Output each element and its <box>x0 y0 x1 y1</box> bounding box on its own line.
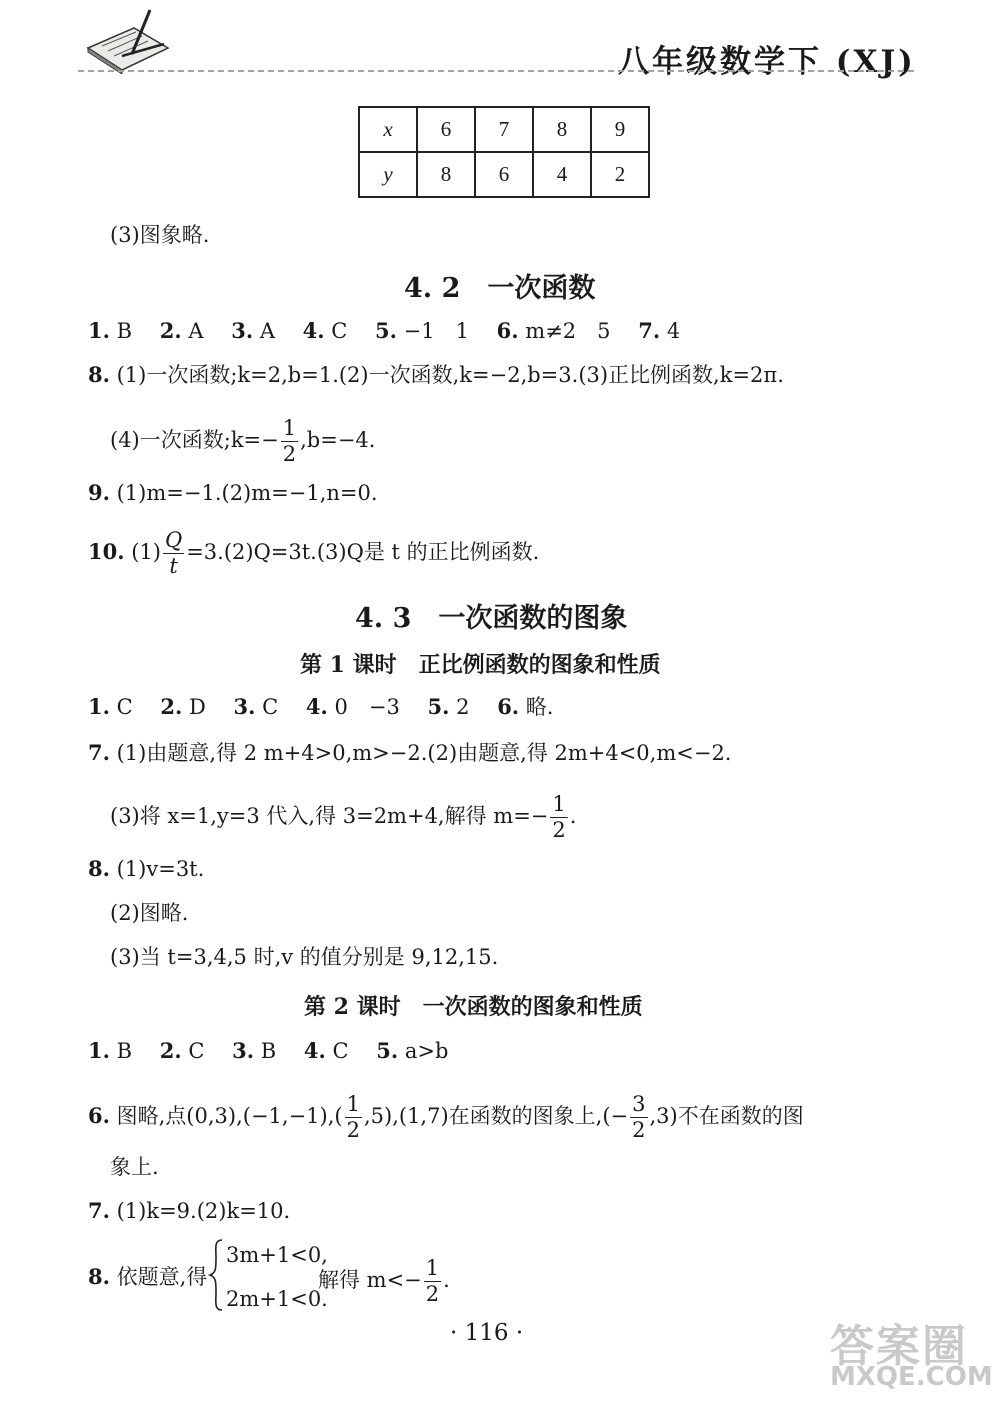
answers-4-2-choices: 1. B 2. A 3. A 4. C 5. −1 1 6. m≠2 5 7. 4 <box>88 318 681 343</box>
answer-lesson2-q7: 7. (1)k=9.(2)k=10. <box>88 1198 291 1223</box>
system-equation-1: 3m+1<0, <box>226 1243 328 1267</box>
fraction: $\frac{3}{2}$ <box>632 1092 646 1142</box>
section-title-4-2: 4. 2 一次函数 <box>404 273 596 304</box>
section-title-4-3: 4. 3 一次函数的图象 <box>355 603 628 634</box>
notebook-pencil-logo <box>82 6 174 74</box>
book-title: 八年级数学下 (XJ) <box>618 44 916 80</box>
table-cell: 7 <box>475 107 533 152</box>
table-row <box>359 107 649 152</box>
system-equation-2: 2m+1<0. <box>226 1287 328 1311</box>
answer-lesson1-q7-part3: (3)将 x=1,y=3 代入,得 3=2m+4,解得 m=− $\frac{1}{2}$ . <box>110 792 577 842</box>
fraction: $\frac{1}{2}$ <box>346 1092 360 1142</box>
fraction: $\frac{1}{2}$ <box>552 792 566 842</box>
answer-lesson1-q8: 8. (1)v=3t. <box>88 856 205 881</box>
fraction: $\frac{1}{2}$ <box>425 1256 440 1306</box>
answer-4-2-q10: 10. (1) $\frac{Q}{t}$ =3.(2)Q=3t.(3)Q是 t 的正比例函数. <box>88 528 540 578</box>
table-cell: 8 <box>533 107 591 152</box>
answer-lesson1-q7: 7. (1)由题意,得 2 m+4>0,m>−2.(2)由题意,得 2m+4<0,m<−2. <box>88 740 732 765</box>
answer-lesson2-q6: 6. 图略,点(0,3),(−1,−1),( $\frac{1}{2}$ ,5),(1,7)在函数的图象上,(− $\frac{3}{2}$ ,3)不在函数的图 <box>88 1092 804 1142</box>
answers-lesson2-choices: 1. B 2. C 3. B 4. C 5. a>b <box>88 1038 449 1063</box>
table-cell: 2 <box>591 152 649 197</box>
answer-lesson1-q8-part3: (3)当 t=3,4,5 时,v 的值分别是 9,12,15. <box>110 945 499 969</box>
page-number: · 116 · <box>450 1320 524 1346</box>
answer-lesson2-q6-continued: 象上. <box>110 1155 159 1179</box>
table-cell: 6 <box>417 107 475 152</box>
row-label-y: y <box>359 152 417 197</box>
watermark-url: MXQE.COM <box>830 1362 993 1392</box>
lesson-2-title: 第 2 课时 一次函数的图象和性质 <box>304 994 643 1020</box>
table-cell: 9 <box>591 107 649 152</box>
answer-4-2-q8-part4: (4)一次函数;k=− $\frac{1}{2}$ ,b=−4. <box>110 416 376 466</box>
table-cell: 8 <box>417 152 475 197</box>
table-row <box>359 152 649 197</box>
table-cell: 6 <box>475 152 533 197</box>
fraction: $\frac{Q}{t}$ <box>164 528 183 578</box>
answers-lesson1-choices: 1. C 2. D 3. C 4. 0 −3 5. 2 6. 略. <box>88 694 554 719</box>
row-label-x: x <box>359 107 417 152</box>
answer-4-2-q9: 9. (1)m=−1.(2)m=−1,n=0. <box>88 480 378 505</box>
answer-4-2-q8: 8. (1)一次函数;k=2,b=1.(2)一次函数,k=−2,b=3.(3)正比例函数,k=2π. <box>88 362 784 387</box>
table-cell: 4 <box>533 152 591 197</box>
fraction: $\frac{1}{2}$ <box>282 416 297 466</box>
prev-answer-3: (3)图象略. <box>110 223 210 247</box>
system-brace <box>208 1238 224 1312</box>
lesson-1-title: 第 1 课时 正比例函数的图象和性质 <box>300 652 661 678</box>
answer-lesson2-q8-result: 解得 m<− $\frac{1}{2}$ . <box>318 1256 450 1306</box>
watermark <box>818 1310 993 1396</box>
answer-lesson1-q8-part2: (2)图略. <box>110 901 189 925</box>
header-divider <box>78 70 914 72</box>
xy-value-table <box>358 106 650 198</box>
answer-lesson2-q8-intro: 8. 依题意,得 <box>88 1264 208 1289</box>
watermark-text: 答案圈 <box>830 1321 968 1372</box>
